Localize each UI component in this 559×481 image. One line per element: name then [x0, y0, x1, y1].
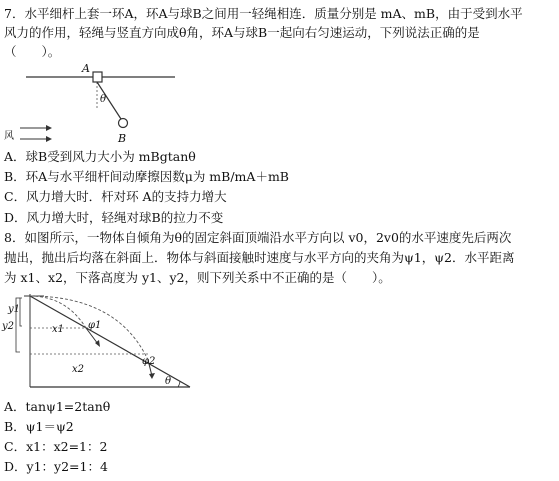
q8-y1-brace	[20, 298, 22, 326]
q7-figure	[0, 60, 190, 150]
q7-option-d: D．风力增大时，轻绳对球B的拉力不变	[4, 210, 224, 225]
q7-label-a: A	[82, 62, 90, 75]
q8-label-x2: x2	[72, 364, 85, 375]
q8-option-a: A．tanψ1=2tanθ	[4, 399, 111, 414]
q7-wind-arrowhead-2	[46, 136, 52, 142]
q7-label-wind: 风	[4, 131, 14, 142]
q7-wind-arrowhead-1	[46, 125, 52, 131]
q8-angle-arc	[178, 381, 180, 387]
q7-stem-line-3: （ ）。	[4, 44, 61, 59]
q7-stem-line-2: 风力的作用，轻绳与竖直方向成θ角，环A与球B一起向右匀速运动，下列说法正确的是	[4, 25, 480, 40]
q8-option-c: C．x1：x2=1：2	[4, 439, 108, 454]
q7-stem-line-1: 7．水平细杆上套一环A，环A与球B之间用一轻绳相连．质量分别是 mA、mB，由于受到水平	[4, 6, 523, 21]
q8-label-phi1: φ1	[88, 320, 102, 331]
q7-option-a: A．球B受到风力大小为 mBgtanθ	[4, 149, 196, 164]
q8-stem-line-1: 8．如图所示，一物体自倾角为θ的固定斜面顶端沿水平方向以 v0，2v0的水平速度先后两次	[4, 230, 512, 245]
q7-option-b: B．环A与水平细杆间动摩擦因数μ为 mB/mA＋mB	[4, 169, 289, 184]
q8-stem-line-2: 抛出，抛出后均落在斜面上．物体与斜面接触时速度与水平方向的夹角为ψ1，ψ2．水平距离	[4, 250, 515, 265]
q8-label-x1: x1	[52, 324, 65, 335]
q8-label-theta: θ	[165, 376, 172, 387]
q7-ring-a	[93, 72, 102, 82]
q7-ball-b	[119, 119, 128, 128]
q8-label-y1: y1	[8, 304, 21, 315]
q7-option-c: C．风力增大时．杆对环 A的支持力增大	[4, 189, 227, 204]
q8-stem-line-3: 为 x1、x2，下落高度为 y1、y2，则下列关系中不正确的是（ ）。	[4, 270, 391, 285]
q8-label-phi2: φ2	[142, 356, 156, 367]
q7-label-b: B	[118, 132, 127, 145]
q8-option-b: B．ψ1＝ψ2	[4, 419, 74, 434]
q8-velocity-2-head	[149, 373, 155, 379]
q8-figure	[0, 290, 200, 400]
q8-option-d: D．y1：y2=1：4	[4, 459, 108, 474]
q8-label-y2: y2	[2, 321, 15, 332]
q8-incline-slope	[30, 296, 190, 387]
q7-label-theta: θ	[100, 94, 107, 105]
